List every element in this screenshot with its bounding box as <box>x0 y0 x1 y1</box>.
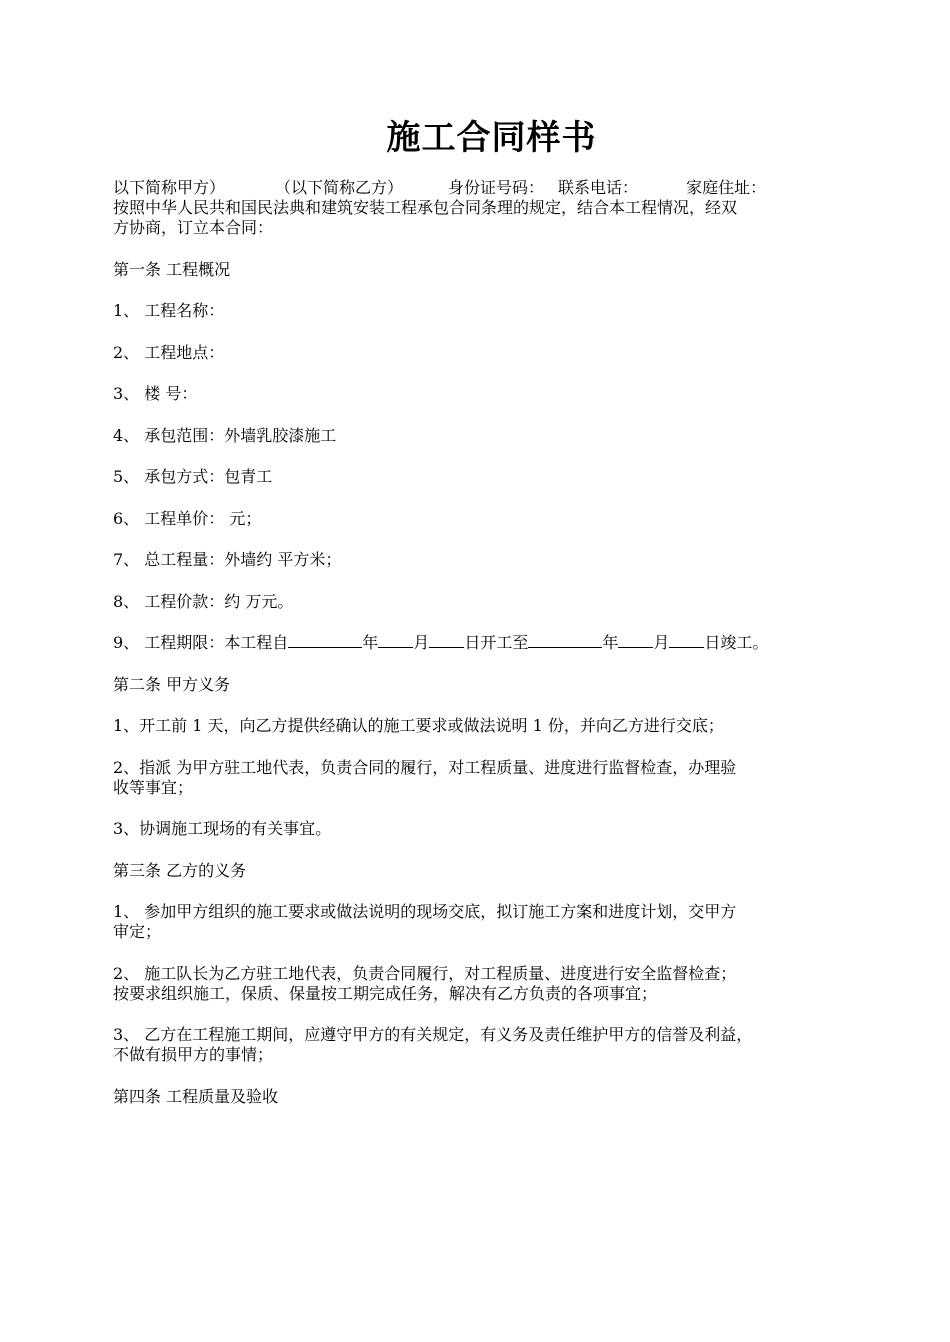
party-b-label: （以下简称乙方） <box>275 178 404 197</box>
paragraph-line: 2、 施工队长为乙方驻工地代表，负责合同履行，对工程质量、进度进行安全监督检查； <box>113 963 737 983</box>
start-day-blank <box>429 633 464 648</box>
paragraph-line: 1、开工前 1 天，向乙方提供经确认的施工要求或做法说明 1 份，并向乙方进行交底； <box>113 716 724 735</box>
article3-item <box>113 964 850 1004</box>
article1-item: 4、 承包范围：外墙乳胶漆施工 <box>113 425 337 445</box>
start-month-blank <box>378 633 413 648</box>
article-heading: 第三条 乙方的义务 <box>113 860 247 880</box>
document-body <box>113 178 850 1107</box>
end-month-blank <box>618 633 653 648</box>
paragraph-line: 3、 乙方在工程施工期间，应遵守甲方的有关规定，有义务及责任维护甲方的信誉及利益， <box>113 1025 753 1044</box>
article2-item <box>113 819 850 839</box>
paragraph-line: 1、 参加甲方组织的施工要求或做法说明的现场交底，拟订施工方案和进度计划，交甲方 <box>113 902 737 921</box>
article1-item: 5、 承包方式：包青工 <box>113 467 273 486</box>
paragraph-line: 按要求组织施工，保质、保量按工期完成任务，解决有乙方负责的各项事宜； <box>113 983 658 1003</box>
party-a-label: 以下简称甲方） <box>113 178 226 197</box>
article1-item: 8、 工程价款：约 万元。 <box>113 591 294 611</box>
paragraph-line: 收等事宜； <box>113 777 194 797</box>
article2-item <box>113 758 850 798</box>
schedule-prefix: 9、 工程期限：本工程自 <box>113 633 289 652</box>
article-heading: 第一条 工程概况 <box>113 259 231 279</box>
month-label: 月 <box>413 633 430 652</box>
document-title: 施工合同样书 <box>386 118 597 158</box>
phone-label: 联系电话： <box>558 178 639 197</box>
article-heading: 第二条 甲方义务 <box>113 674 231 694</box>
party-info-line <box>113 178 850 198</box>
end-day-blank <box>669 633 704 648</box>
party-header <box>113 178 850 238</box>
article1-item-schedule <box>113 633 850 653</box>
start-year-blank <box>288 633 362 648</box>
end-year-blank <box>528 633 602 648</box>
paragraph-line: 3、协调施工现场的有关事宜。 <box>113 819 332 838</box>
paragraph-line: 2、指派 为甲方驻工地代表，负责合同的履行，对工程质量、进度进行监督检查，办理验 <box>113 757 737 777</box>
id-number-label: 身份证号码： <box>448 178 545 197</box>
article1-item: 7、 总工程量：外墙约 平方米； <box>113 550 342 569</box>
article3-item <box>113 1025 850 1065</box>
article1-item: 2、 工程地点： <box>113 342 225 362</box>
article3-item <box>113 902 850 942</box>
article1-item: 3、 楼 号： <box>113 384 198 403</box>
article-heading: 第四条 工程质量及验收 <box>113 1086 279 1106</box>
month-label: 月 <box>653 633 670 652</box>
day-label: 日竣工。 <box>704 633 769 652</box>
article2-item <box>113 716 850 736</box>
year-label: 年 <box>362 633 379 652</box>
day-label: 日开工至 <box>464 633 529 652</box>
address-label: 家庭住址： <box>686 178 767 197</box>
preamble-line: 按照中华人民共和国民法典和建筑安装工程承包合同条理的规定，结合本工程情况，经双 <box>113 198 738 217</box>
paragraph-line: 审定； <box>113 922 162 941</box>
paragraph-line: 不做有损甲方的事情； <box>113 1045 274 1064</box>
article1-item: 1、 工程名称： <box>113 301 225 320</box>
preamble-line: 方协商，订立本合同： <box>113 218 274 237</box>
year-label: 年 <box>602 633 619 652</box>
document-page <box>0 112 950 1342</box>
article1-item: 6、 工程单价： 元； <box>113 508 262 528</box>
